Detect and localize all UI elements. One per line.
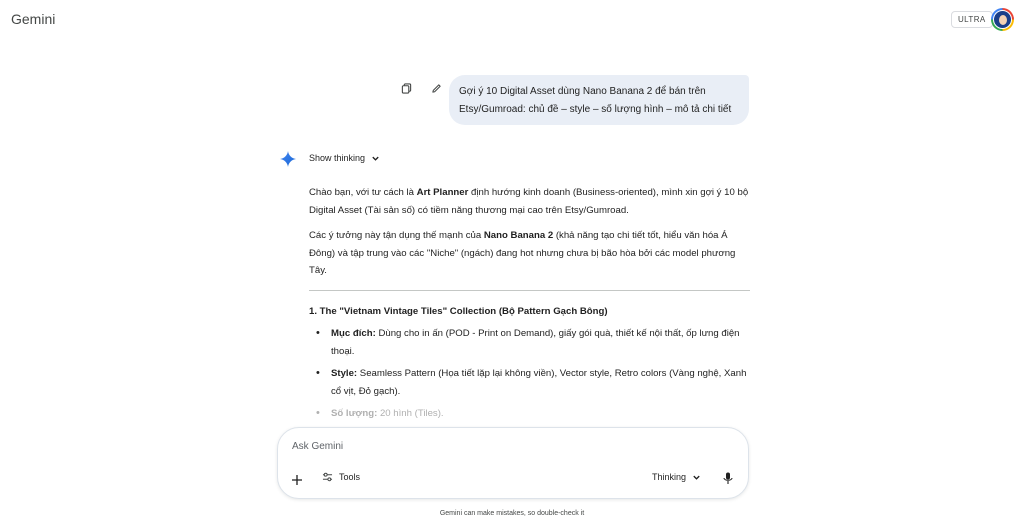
user-avatar[interactable]: [991, 8, 1014, 31]
app-title[interactable]: Gemini: [11, 11, 56, 27]
chevron-down-icon: [371, 154, 380, 163]
response-paragraph-1: Chào bạn, với tư cách là Art Planner định hướng kinh doanh (Business-oriented), mình xin gợi ý 10 bộ Digital Asset (Tài sản số) có tiềm năng thương mại cao trên Etsy/Gumroad.: [309, 187, 749, 216]
list-item: • Style: Seamless Pattern (Họa tiết lặp lại không viền), Vector style, Retro colors (Vàng nghệ, Xanh cổ vịt, Đỏ gạch).: [309, 365, 750, 400]
gemini-spark-icon: [280, 151, 296, 167]
user-message-actions: [398, 80, 444, 96]
avatar-image: [993, 10, 1012, 29]
user-message-bubble: [449, 75, 749, 125]
model-response: [309, 184, 750, 428]
tools-icon: [322, 472, 333, 482]
section-title: 1. The "Vietnam Vintage Tiles" Collection (Bộ Pattern Gạch Bông): [309, 305, 608, 317]
top-bar: [0, 0, 1024, 40]
copy-icon[interactable]: [398, 80, 414, 96]
microphone-icon[interactable]: [723, 472, 735, 486]
show-thinking-label: Show thinking: [309, 153, 366, 163]
mode-label: Thinking: [652, 472, 687, 482]
list-item: • Mục đích: Dùng cho in ấn (POD - Print on Demand), giấy gói quà, thiết kế nội thất, ốp lưng điện thoại.: [309, 325, 750, 360]
plan-badge[interactable]: ULTRA: [951, 11, 993, 28]
model-mode-selector[interactable]: [652, 472, 701, 482]
bullet-list: [309, 325, 750, 423]
edit-icon[interactable]: [428, 80, 444, 96]
chevron-down-icon: [692, 473, 701, 482]
show-thinking-toggle[interactable]: [309, 153, 380, 163]
response-paragraph-2: Các ý tưởng này tận dụng thế mạnh của Nano Banana 2 (khả năng tạo chi tiết tốt, hiểu văn hóa Á Đông) và tập trung vào các "Niche" (ngách) đang hot nhưng chưa bị bão hòa bởi các model phương Tây.: [309, 230, 736, 276]
list-item: • Số lượng: 20 hình (Tiles).: [309, 405, 750, 423]
disclaimer-text: Gemini can make mistakes, so double-check it: [439, 510, 585, 517]
user-message-line-1: Gợi ý 10 Digital Asset dùng Nano Banana 2 để bán trên: [459, 86, 706, 97]
tools-label: Tools: [339, 472, 361, 482]
tools-button[interactable]: [322, 472, 360, 482]
prompt-composer: [277, 427, 749, 499]
user-message-line-2: Etsy/Gumroad: chủ đề – style – số lượng hình – mô tả chi tiết: [459, 104, 732, 115]
prompt-input[interactable]: [292, 441, 692, 452]
add-icon[interactable]: [291, 473, 305, 487]
section-divider: [309, 290, 750, 291]
